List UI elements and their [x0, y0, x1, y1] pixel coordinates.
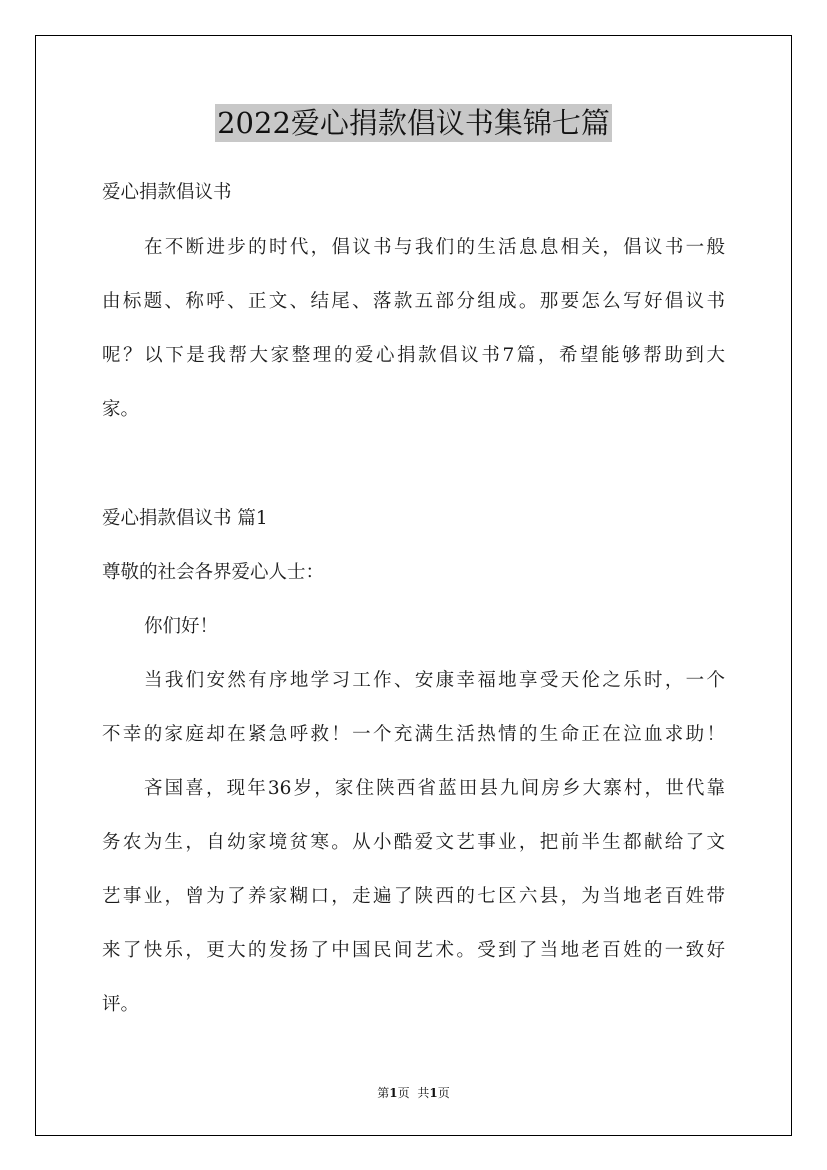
para1-line-2: 不幸的家庭却在紧急呼救！一个充满生活热情的生命正在泣血求助！ [102, 724, 725, 745]
page-number: 1 [389, 1086, 398, 1100]
para1-line-1: 当我们安然有序地学习工作、安康幸福地享受天伦之乐时，一个 [144, 670, 725, 691]
intro-line-3: 呢？以下是我帮大家整理的爱心捐款倡议书7篇，希望能够帮助到大 [102, 345, 725, 366]
total-suffix: 页 [437, 1086, 450, 1100]
intro-heading: 爱心捐款倡议书 [102, 182, 232, 203]
section-heading: 爱心捐款倡议书 篇1 [102, 508, 268, 529]
document-title: 2022爱心捐款倡议书集锦七篇 [217, 106, 610, 140]
salutation: 尊敬的社会各界爱心人士： [102, 562, 325, 583]
para2-line-4: 来了快乐，更大的发扬了中国民间艺术。受到了当地老百姓的一致好 [102, 940, 725, 961]
para2-line-5: 评。 [102, 994, 140, 1015]
page-footer [0, 1085, 827, 1101]
intro-line-4: 家。 [102, 399, 140, 420]
para2-line-2: 务农为生，自幼家境贫寒。从小酷爱文艺事业，把前半生都献给了文 [102, 832, 725, 853]
total-number: 1 [429, 1086, 438, 1100]
para2-line-1: 吝国喜，现年36岁，家住陕西省蓝田县九间房乡大寨村，世代靠 [144, 778, 725, 799]
greeting: 你们好！ [144, 616, 219, 637]
total-prefix: 共 [417, 1086, 430, 1100]
intro-line-2: 由标题、称呼、正文、结尾、落款五部分组成。那要怎么写好倡议书 [102, 291, 725, 312]
para2-line-3: 艺事业，曾为了养家糊口，走遍了陕西的七区六县，为当地老百姓带 [102, 886, 725, 907]
title-container [0, 104, 827, 142]
intro-line-1: 在不断进步的时代，倡议书与我们的生活息息相关，倡议书一般 [144, 237, 725, 258]
page-suffix: 页 [397, 1086, 410, 1100]
page-prefix: 第 [377, 1086, 390, 1100]
